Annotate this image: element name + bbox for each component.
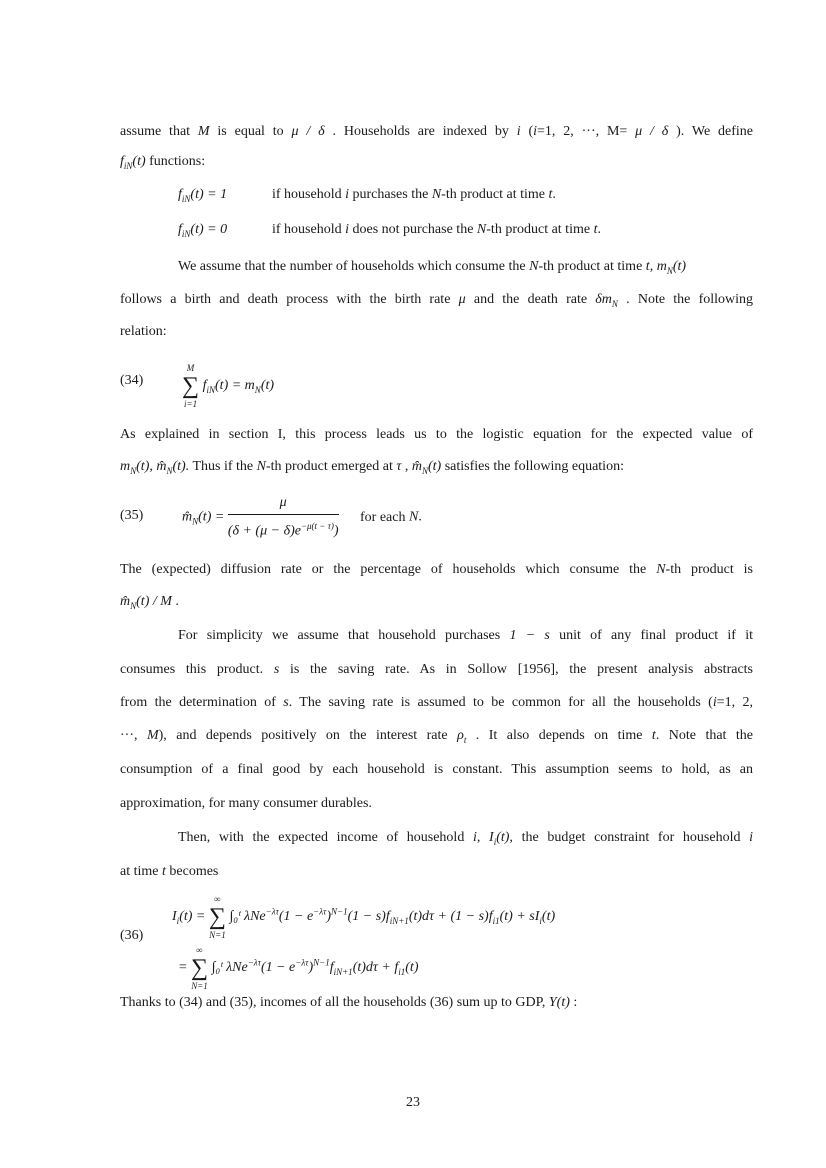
equation-34: M ∑ i=1 $f_{iN}(t) = m_N(t)$ (182, 363, 275, 409)
paragraph-line: $m̂_N(t)$ / M . (120, 594, 179, 611)
paragraph-line: consumption of a final good by each household is constant. This assumption seems to hold, as an (120, 762, 753, 777)
equation-number: (35) (120, 508, 144, 523)
definition-line: $f_{iN}(t) = 1$ (178, 187, 228, 204)
equation-number: (34) (120, 373, 144, 388)
equation-36-row2: = ∞ ∑ N=1 ∫₀ᵗ $\lambda Ne^{-\lambda\tau}(1 - e^{-\lambda\tau})^{N-1}f_{iN+1}(t)d\tau + f_{i1}(t)$ (178, 945, 419, 991)
page-number: 23 (406, 1095, 420, 1110)
paragraph-line: assume that M is equal to μ / δ . Households are indexed by i (i=1, 2, ···, M= μ / δ ). We define (120, 124, 753, 139)
summation: ∞ ∑ N=1 (208, 894, 226, 940)
paragraph-line: from the determination of s. The saving rate is assumed to be common for all the households (i=1, 2, (120, 695, 753, 710)
definition-line: $f_{iN}(t) = 0$ (178, 222, 228, 239)
paragraph-line: consumes this product. s is the saving rate. As in Sollow [1956], the present analysis abstracts (120, 662, 753, 677)
paragraph-line: ···, M), and depends positively on the interest rate $\rho_t$ . It also depends on time t. Note that the (120, 728, 754, 745)
paragraph-line: relation: (120, 324, 167, 339)
summation: ∞ ∑ N=1 (190, 945, 209, 991)
paragraph-line: follows a birth and death process with the birth rate μ and the death rate $\delta m_N$ . Note the following (120, 292, 754, 309)
paragraph-line: approximation, for many consumer durables. (120, 796, 372, 811)
paragraph-line: Then, with the expected income of household i, $I_i(t)$, the budget constraint for household i (178, 830, 753, 847)
definition-text: if household i purchases the N-th product at time t. (272, 187, 556, 202)
paragraph-line: Thanks to (34) and (35), incomes of all the households (36) sum up to GDP, Y(t) : (120, 995, 578, 1010)
paragraph-line: $f_{iN}(t)$ functions: (120, 154, 206, 171)
paragraph-line: at time t becomes (120, 864, 219, 879)
paragraph-line: For simplicity we assume that household purchases 1 − s unit of any final product if it (178, 628, 753, 643)
paragraph-line: We assume that the number of households which consume the N-th product at time t, $m_N(t)$ (178, 259, 687, 276)
fraction: $\frac{\mu}{(\delta + (\mu - \delta)e^{-\mu(t - \tau)})}$ (227, 495, 339, 539)
paragraph-line: $m_N(t)$, $m̂_N(t)$. Thus if the N-th product emerged at τ , $m̂_N(t)$ satisfies the following equation: (120, 459, 624, 476)
paragraph-line: The (expected) diffusion rate or the percentage of households which consume the N-th product is (120, 562, 754, 577)
definition-text: if household i does not purchase the N-th product at time t. (272, 222, 601, 237)
paragraph-line: As explained in section I, this process leads us to the logistic equation for the expected value of (120, 427, 753, 442)
equation-number: (36) (120, 928, 144, 943)
summation: M ∑ i=1 (182, 363, 200, 409)
equation-36-row1: $I_i(t)$ = ∞ ∑ N=1 ∫₀ᵗ $\lambda Ne^{-\lambda\tau}(1 - e^{-\lambda\tau})^{N-1}(1 - s)f_{iN+1}(t)d\tau + (1 - s)f_{i1}(t) + sI_i(t)$ (172, 894, 556, 940)
equation-35: $m̂_N(t)$ = $\frac{\mu}{(\delta + (\mu - \delta)e^{-\mu(t - \tau)})}$ for each N. (182, 495, 422, 539)
